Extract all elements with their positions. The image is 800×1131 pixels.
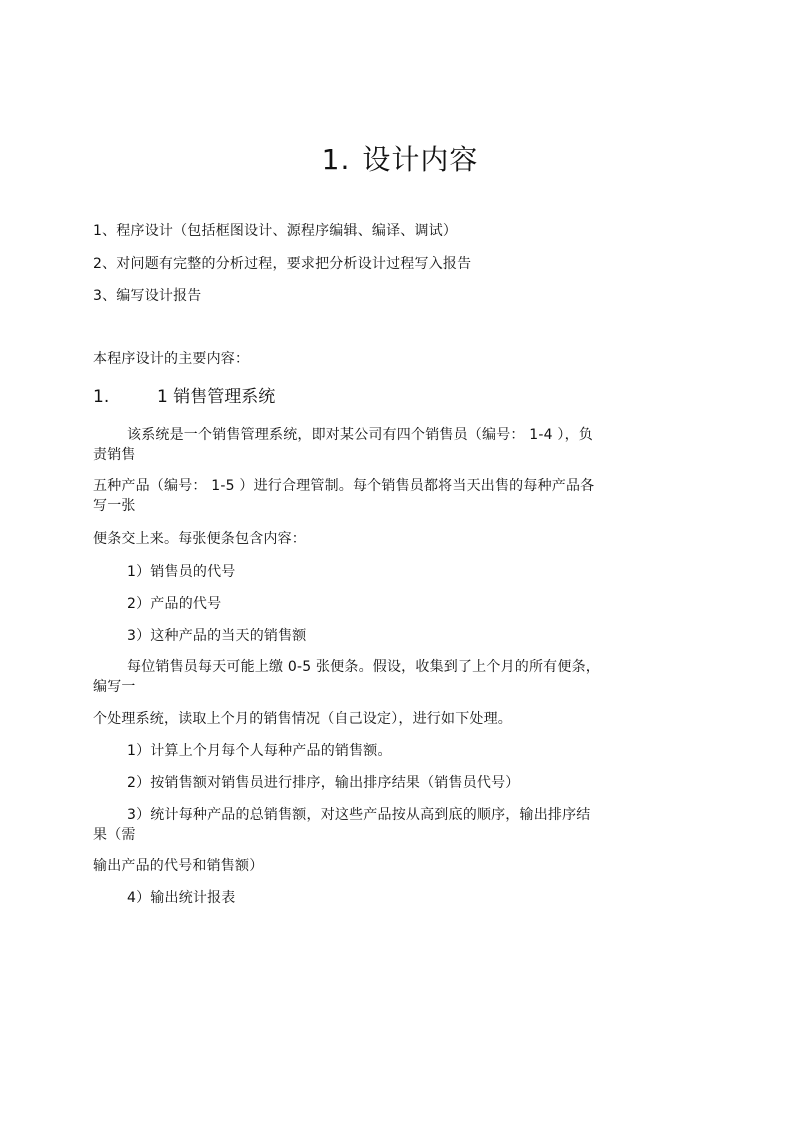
note-item: 3）这种产品的当天的销售额 — [127, 628, 307, 644]
description-line: 便条交上来。每张便条包含内容： — [93, 531, 306, 547]
requirement-item: 1、程序设计（包括框图设计、源程序编辑、编译、调试） — [93, 223, 458, 239]
main-content-label: 本程序设计的主要内容： — [93, 351, 250, 367]
description-line: 写一张 — [93, 498, 136, 514]
process-line: 编写一 — [93, 679, 136, 695]
task-item: 3）统计每种产品的总销售额，对这些产品按从高到底的顺序，输出排序结 — [127, 807, 591, 823]
page-title — [0, 140, 800, 180]
description-line: 责销售 — [93, 447, 136, 463]
process-line: 每位销售员每天可能上缴 0-5 张便条。假设，收集到了上个月的所有便条， — [127, 659, 600, 675]
section-heading-number: 1. — [93, 387, 110, 407]
task-item: 1）计算上个月每个人每种产品的销售额。 — [127, 743, 392, 759]
description-line: 五种产品（编号： 1-5 ）进行合理管制。每个销售员都将当天出售的每种产品各 — [93, 478, 595, 494]
task-item: 2）按销售额对销售员进行排序，输出排序结果（销售员代号） — [127, 775, 520, 791]
page-title-number: 1. — [321, 143, 351, 176]
section-heading-text: 1 销售管理系统 — [157, 387, 276, 407]
note-item: 2）产品的代号 — [127, 596, 222, 612]
task-item: 4）输出统计报表 — [127, 890, 236, 906]
requirement-item: 2、对问题有完整的分析过程，要求把分析设计过程写入报告 — [93, 256, 472, 272]
section-heading — [93, 386, 275, 408]
description-line: 该系统是一个销售管理系统，即对某公司有四个销售员（编号： 1-4 ），负 — [127, 427, 593, 443]
note-item: 1）销售员的代号 — [127, 564, 236, 580]
task-item: 果（需 — [93, 827, 136, 843]
task-item: 输出产品的代号和销售额） — [93, 858, 264, 874]
process-line: 个处理系统，读取上个月的销售情况（自己设定），进行如下处理。 — [93, 711, 512, 727]
page-title-text: 设计内容 — [362, 143, 479, 176]
requirement-item: 3、编写设计报告 — [93, 288, 202, 304]
